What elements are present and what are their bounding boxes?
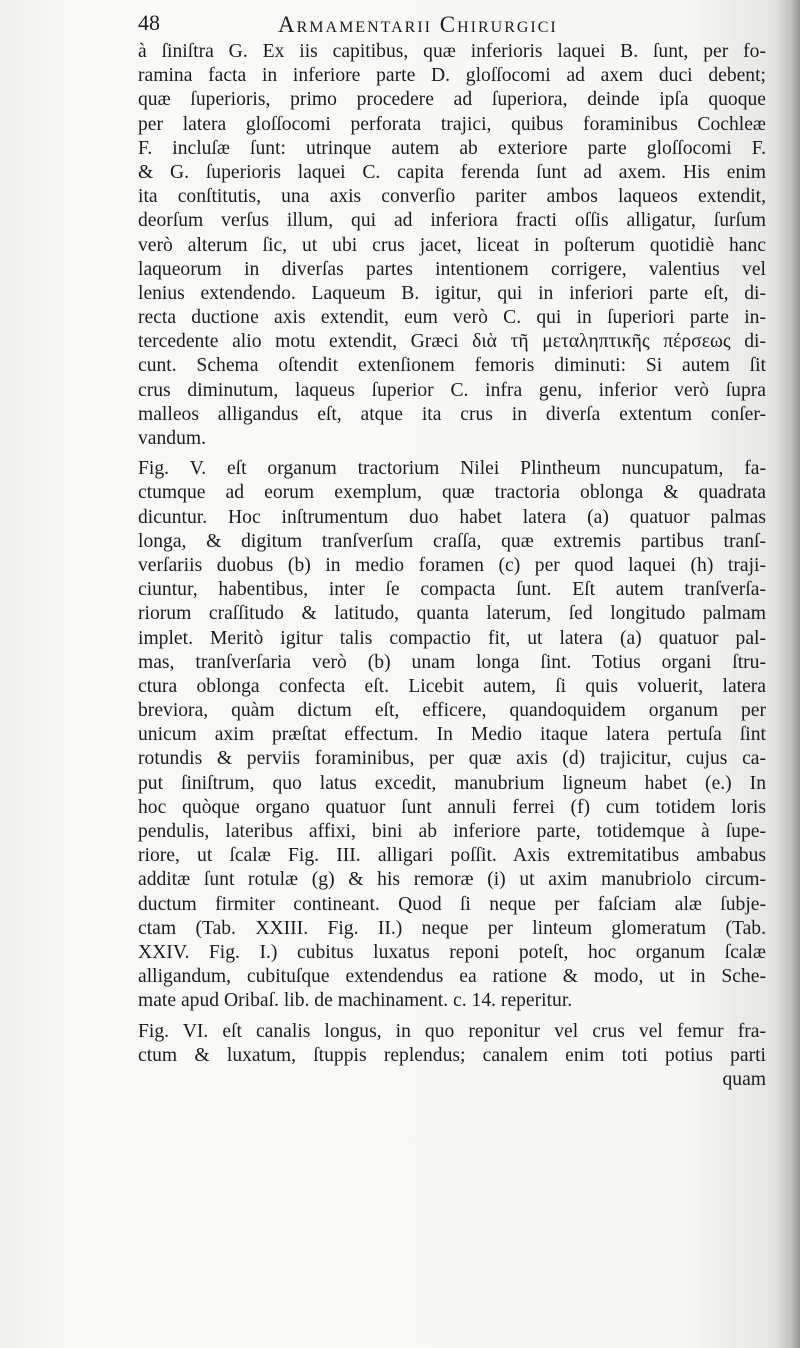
text-line: & G. ſuperioris laquei C. capita ferenda ſunt ad axem. His enim [138, 161, 766, 183]
text-line: riorum craſſitudo & latitudo, quanta laterum, ſed longitudo palmam [138, 603, 766, 625]
text-line: recta ductione axis extendit, eum verò C. qui in ſuperiori parte in- [138, 307, 766, 329]
text-line: alligandum, cubituſque extendendus ea ratione & modo, ut in Sche- [138, 966, 766, 988]
text-line: mas, tranſverſaria verò (b) unam longa ſint. Totius organi ſtru- [138, 651, 766, 673]
text-line: malleos alligandus eſt, atque ita crus in diverſa extentum conſer- [138, 403, 766, 425]
text-line: vandum. [138, 428, 207, 449]
text-line: lenius extendendo. Laqueum B. igitur, qui in inferiori parte eſt, di- [138, 282, 766, 304]
text-line: verò alterum ſic, ut ubi crus jacet, liceat in poſterum quotidiè hanc [138, 234, 766, 256]
text-line: put ſiniſtrum, quo latus excedit, manubrium ligneum habet (e.) In [138, 772, 766, 794]
body-text [138, 40, 766, 1092]
text-line: XXIV. Fig. I.) cubitus luxatus reponi poteſt, hoc organum ſcalæ [138, 941, 766, 963]
text-line: verſariis duobus (b) in medio foramen (c) per quod laquei (h) traji- [138, 554, 766, 576]
text-line: additæ ſunt rotulæ (g) & his remoræ (i) ut axim manubriolo circum- [138, 869, 766, 891]
text-line: ctumque ad eorum exemplum, quæ tractoria oblonga & quadrata [138, 482, 766, 504]
text-line: hoc quòque organo quatuor ſunt annuli ferrei (f) cum totidem loris [138, 796, 766, 818]
text-line: pendulis, lateribus affixi, bini ab inferiore parte, totidemque à ſupe- [138, 821, 766, 842]
text-line: Fig. V. eſt organum tractorium Nilei Plintheum nuncupatum, fa- [138, 458, 766, 480]
text-line: per latera gloſſocomi perforata trajici, quibus foraminibus Cochleæ [138, 113, 766, 135]
text-line: quæ ſuperioris, primo procedere ad ſuperiora, deinde ipſa quoque [138, 89, 766, 111]
text-line: ctam (Tab. XXIII. Fig. II.) neque per linteum glomeratum (Tab. [138, 917, 766, 939]
text-line: Fig. VI. eſt canalis longus, in quo reponitur vel crus vel femur fra- [138, 1020, 766, 1042]
text-line: unicum axim præſtat effectum. In Medio itaque latera pertuſa ſint [138, 724, 766, 746]
catchword: quam [722, 1068, 766, 1090]
text-line: F. incluſæ ſunt: utrinque autem ab exteriore parte gloſſocomi F. [138, 137, 766, 159]
text-line: ramina facta in inferiore parte D. gloſſocomi ad axem duci debent; [138, 65, 766, 87]
page-edge-shadow [778, 0, 800, 1348]
page-header [138, 6, 650, 40]
text-line: rotundis & perviis foraminibus, per quæ axis (d) trajicitur, cujus ca- [138, 748, 766, 770]
text-line: ctum & luxatum, ſtuppis replendus; canalem enim toti potius parti [138, 1044, 766, 1066]
running-head: Armamentarii Chirurgici [278, 12, 558, 37]
text-line: dicuntur. Hoc inſtrumentum duo habet latera (a) quatuor palmas [138, 506, 766, 528]
text-line: crus diminutum, laqueus ſuperior C. infra genu, inferior verò ſupra [138, 379, 766, 401]
text-line: ctura oblonga confecta eſt. Licebit autem, ſi quis voluerit, latera [138, 675, 766, 697]
text-line: tercedente alio motu extendit, Græci διὰ τῆ μεταληπτικῆς πέρσεως di- [138, 331, 766, 353]
text-line: breviora, quàm dictum eſt, efficere, quandoquidem organum per [138, 700, 766, 722]
text-line: ductum firmiter contineant. Quod ſi neque per faſciam alæ ſubje- [138, 893, 766, 915]
text-line: ciuntur, habentibus, inter ſe compacta ſunt. Eſt autem tranſverſa- [138, 579, 766, 601]
page-number: 48 [138, 10, 160, 35]
text-line: riore, ut ſcalæ Fig. III. alligari poſſit. Axis extremitatibus ambabus [138, 845, 766, 867]
text-line: mate apud Oribaſ. lib. de machinament. c. 14. reperitur. [138, 990, 573, 1012]
text-line: longa, & digitum tranſverſum craſſa, quæ extremis partibus tranſ- [138, 530, 766, 552]
text-line: ita conſtitutis, una axis converſio pariter ambos laqueos extendit, [138, 186, 766, 208]
text-line: cunt. Schema oſtendit extenſionem femoris diminuti: Si autem ſit [138, 355, 766, 377]
text-line: laqueorum in diverſas partes intentionem corrigere, valentius vel [138, 258, 766, 280]
text-line: à ſiniſtra G. Ex iis capitibus, quæ inferioris laquei B. ſunt, per fo- [138, 41, 766, 62]
text-line: implet. Meritò igitur talis compactio fit, ut latera (a) quatuor pal- [138, 627, 766, 649]
text-line: deorſum verſus illum, qui ad inferiora fracti oſſis alligatur, ſurſum [138, 210, 766, 232]
